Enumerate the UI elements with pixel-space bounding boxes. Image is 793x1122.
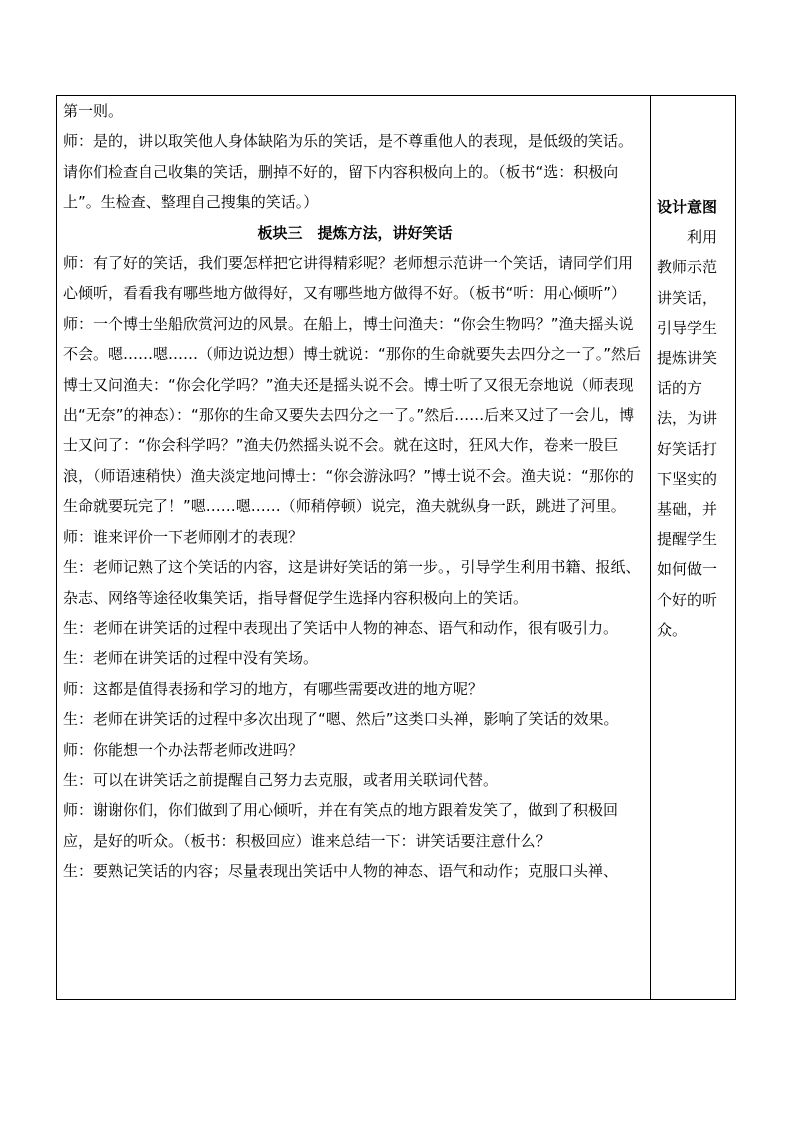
paragraph-12: 生：可以在讲笑话之前提醒自己努力去克服，或者用关联词代替。 [63,770,499,789]
design-intent-title: 设计意图 [657,198,718,216]
design-intent-column [657,192,729,645]
paragraph-8: 生：老师在讲笑话的过程中没有笑场。 [63,649,319,668]
paragraph-6: 生：老师记熟了这个笑话的内容，这是讲好笑话的第一步。，引导学生利用书籍、报纸、杂志、网络等途径收集笑话，指导督促学生选择内容积极向上的笑话。 [63,558,641,607]
paragraph-2: 师：是的，讲以取笑他人身体缺陷为乐的笑话，是不尊重他人的表现，是低级的笑话。请你们检查自己收集的笑话，删掉不好的，留下内容积极向上的。（板书“选：积极向上”。生检查、整理自己搜集的笑话。） [63,132,634,212]
column-divider [650,96,651,999]
lesson-content [63,96,647,887]
paragraph-11: 师：你能想一个办法帮老师改进吗？ [63,740,304,759]
paragraph-9: 师：这都是值得表扬和学习的地方，有哪些需要改进的地方呢？ [63,679,484,698]
paragraph-7: 生：老师在讲笑话的过程中表现出了笑话中人物的神态、语气和动作，很有吸引力。 [63,618,619,637]
section-heading: 板块三 提炼方法，讲好笑话 [257,223,453,242]
paragraph-13: 师：谢谢你们，你们做到了用心倾听，并在有笑点的地方跟着发笑了，做到了积极回应，是好的听众。（板书：积极回应）谁来总结一下：讲笑话要注意什么？ [63,801,619,850]
paragraph-3: 师：有了好的笑话，我们要怎样把它讲得精彩呢？老师想示范讲一个笑话，请同学们用心倾听，看看我有哪些地方做得好，又有哪些地方做得不好。（板书“听：用心倾听”） [63,254,634,303]
paragraph-1: 第一则。 [63,102,124,120]
paragraph-5: 师：谁来评价一下老师刚才的表现？ [63,527,304,546]
lesson-table [56,95,736,1000]
design-intent-text: 利用教师示范讲笑话，引导学生提炼讲笑话的方法，为讲好笑话打下坚实的基础，并提醒学生如何做一个好的听众。 [657,228,718,639]
paragraph-10: 生：老师在讲笑话的过程中多次出现了“嗯、然后”这类口头禅，影响了笑话的效果。 [63,710,619,729]
paragraph-4: 师：一个博士坐船欣赏河边的风景。在船上，博士问渔夫：“你会生物吗？”渔夫摇头说不会。嗯……嗯……（师边说边想）博士就说：“那你的生命就要失去四分之一了。”然后博士又问渔夫：“你会化学吗？”渔夫还是摇头说不会。博士听了又很无奈地说（师表现出“无奈”的神态）：“那你的生命又要失去四分之一了。”然后……后来又过了一会儿，博士又问了：“你会科学吗？”渔夫仍然摇头说不会。就在这时，狂风大作，卷来一股巨浪，（师语速稍快）渔夫淡定地问博士：“你会游泳吗？”博士说不会。渔夫说：“那你的生命就要玩完了！”嗯……嗯……（师稍停顿）说完，渔夫就纵身一跃，跳进了河里。 [63,314,642,516]
paragraph-14: 生：要熟记笑话的内容；尽量表现出笑话中人物的神态、语气和动作；克服口头禅、 [63,862,619,881]
